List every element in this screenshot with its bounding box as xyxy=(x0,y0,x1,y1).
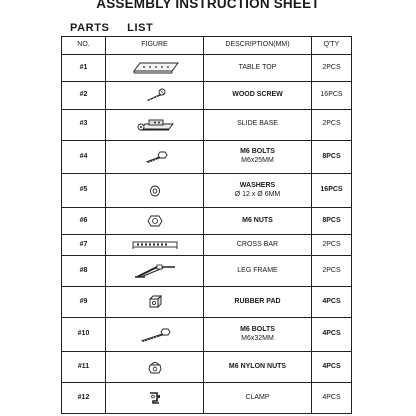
table-row xyxy=(62,109,352,140)
part-description xyxy=(204,287,312,318)
long-bolt-icon xyxy=(137,327,173,343)
part-description-line-1: M6 NYLON NUTS xyxy=(228,362,287,370)
table-row xyxy=(62,82,352,109)
part-quantity: 8PCS xyxy=(312,207,352,234)
part-number: #1 xyxy=(62,55,106,82)
part-quantity: 4PCS xyxy=(312,318,352,352)
part-description xyxy=(204,235,312,256)
hex-nut-icon xyxy=(147,214,163,228)
part-description xyxy=(204,174,312,208)
part-quantity: 16PCS xyxy=(312,174,352,208)
table-row xyxy=(62,235,352,256)
header-qty: Q'TY xyxy=(312,37,352,55)
part-description-line-1: M6 NUTS xyxy=(242,216,273,224)
part-figure xyxy=(106,287,204,318)
washer-icon xyxy=(148,184,162,198)
table-row xyxy=(62,140,352,174)
part-description-line-1: TABLE TOP xyxy=(238,63,277,71)
part-quantity: 2PCS xyxy=(312,109,352,140)
part-quantity: 4PCS xyxy=(312,382,352,413)
part-figure xyxy=(106,109,204,140)
cross-bar-icon xyxy=(131,240,179,250)
part-description xyxy=(204,82,312,109)
part-description xyxy=(204,318,312,352)
part-description-line-1: M6 BOLTS xyxy=(240,325,275,333)
table-row xyxy=(62,351,352,382)
part-description xyxy=(204,256,312,287)
part-number: #3 xyxy=(62,109,106,140)
part-figure xyxy=(106,140,204,174)
part-quantity: 2PCS xyxy=(312,235,352,256)
part-description-line-1: RUBBER PAD xyxy=(234,297,281,305)
table-row xyxy=(62,318,352,352)
part-description-line-1: SLIDE BASE xyxy=(237,120,278,128)
nylon-nut-icon xyxy=(147,359,163,375)
part-number: #2 xyxy=(62,82,106,109)
table-header-row xyxy=(62,37,352,55)
leg-frame-icon xyxy=(133,263,177,279)
rubber-pad-icon xyxy=(147,294,163,310)
part-description xyxy=(204,140,312,174)
table-row xyxy=(62,382,352,413)
part-number: #7 xyxy=(62,235,106,256)
part-number: #4 xyxy=(62,140,106,174)
part-description-line-1: CLAMP xyxy=(245,393,270,401)
header-no: NO. xyxy=(62,37,106,55)
part-description-line-2: Ø 12 x Ø 6MM xyxy=(234,190,281,198)
part-figure xyxy=(106,382,204,413)
part-quantity: 16PCS xyxy=(312,82,352,109)
part-description-line-2: M6x32MM xyxy=(241,334,274,342)
part-description-line-1: M6 BOLTS xyxy=(240,148,275,156)
part-number: #12 xyxy=(62,382,106,413)
part-quantity: 2PCS xyxy=(312,256,352,287)
part-quantity: 2PCS xyxy=(312,55,352,82)
table-row xyxy=(62,55,352,82)
table-top-icon xyxy=(130,61,180,75)
part-number: #6 xyxy=(62,207,106,234)
part-description-line-1: CROSS BAR xyxy=(236,240,279,248)
part-number: #5 xyxy=(62,174,106,208)
part-description xyxy=(204,382,312,413)
parts-table xyxy=(61,36,352,414)
part-figure xyxy=(106,174,204,208)
part-figure xyxy=(106,256,204,287)
part-quantity: 4PCS xyxy=(312,287,352,318)
part-quantity: 4PCS xyxy=(312,351,352,382)
table-row xyxy=(62,174,352,208)
part-description-line-1: WOOD SCREW xyxy=(232,91,283,99)
part-description xyxy=(204,55,312,82)
part-quantity: 8PCS xyxy=(312,140,352,174)
part-figure xyxy=(106,55,204,82)
table-row xyxy=(62,256,352,287)
part-figure xyxy=(106,318,204,352)
part-number: #11 xyxy=(62,351,106,382)
parts-list-word-2: LIST xyxy=(127,22,154,34)
short-bolt-icon xyxy=(140,150,170,164)
part-figure xyxy=(106,235,204,256)
part-description-line-2: M6x25MM xyxy=(241,156,274,164)
sheet-title: ASSEMBLY INSTRUCTION SHEET xyxy=(96,0,320,11)
header-figure: FIGURE xyxy=(106,37,204,55)
parts-list-word-1: PARTS xyxy=(70,22,110,34)
part-description-line-1: LEG FRAME xyxy=(237,266,278,274)
part-description xyxy=(204,207,312,234)
part-number: #10 xyxy=(62,318,106,352)
table-row xyxy=(62,287,352,318)
part-figure xyxy=(106,351,204,382)
part-number: #9 xyxy=(62,287,106,318)
header-description: DESCRIPTION(MM) xyxy=(204,37,312,55)
part-description xyxy=(204,351,312,382)
wood-screw-icon xyxy=(142,88,168,102)
part-number: #8 xyxy=(62,256,106,287)
part-description xyxy=(204,109,312,140)
part-figure xyxy=(106,82,204,109)
part-figure xyxy=(106,207,204,234)
slide-base-icon xyxy=(133,117,177,133)
parts-list-heading xyxy=(70,22,167,34)
table-row xyxy=(62,207,352,234)
part-description-line-1: WASHERS xyxy=(239,181,276,189)
clamp-icon xyxy=(147,390,163,406)
